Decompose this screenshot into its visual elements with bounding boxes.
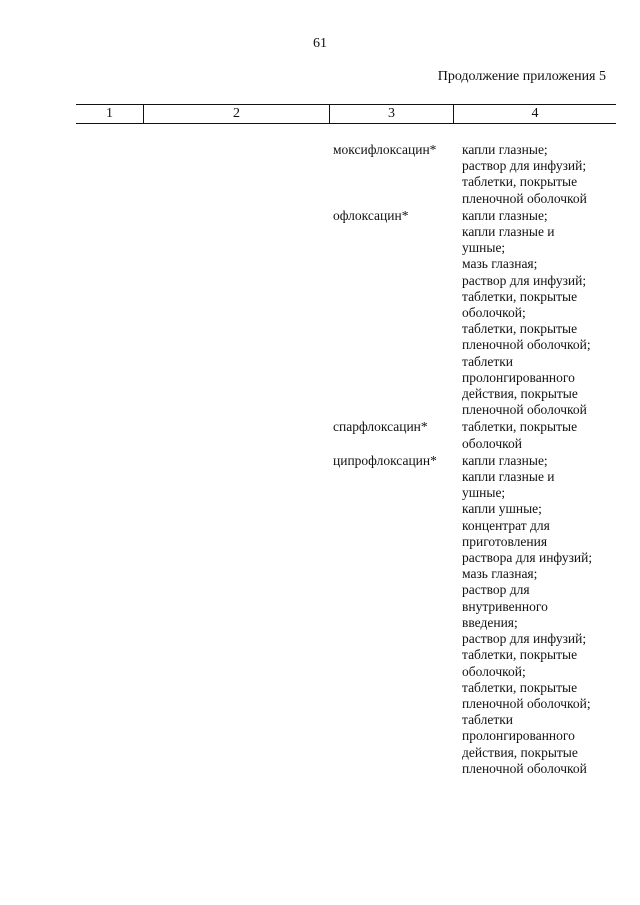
dosage-form-line: капли ушные; bbox=[462, 501, 542, 517]
column-header-4: 4 bbox=[453, 105, 616, 123]
column-header-3: 3 bbox=[329, 105, 453, 123]
dosage-form-line: ушные; bbox=[462, 485, 506, 501]
dosage-form-line: пленочной оболочкой bbox=[462, 402, 587, 418]
dosage-form-line: капли глазные и bbox=[462, 469, 555, 485]
dosage-form-line: пленочной оболочкой bbox=[462, 760, 587, 776]
dosage-form-line: таблетки, покрытые bbox=[462, 321, 578, 337]
dosage-form-line: ушные; bbox=[462, 240, 506, 256]
drug-name: ципрофлоксацин* bbox=[333, 452, 437, 468]
dosage-form-line: раствор для инфузий; bbox=[462, 631, 587, 647]
dosage-form-line: введения; bbox=[462, 614, 518, 630]
dosage-forms bbox=[462, 453, 622, 777]
dosage-form-line: таблетки, покрытые bbox=[462, 679, 578, 695]
table-row bbox=[333, 419, 623, 451]
dosage-forms bbox=[462, 208, 622, 419]
dosage-form-line: раствора для инфузий; bbox=[462, 550, 593, 566]
table-row bbox=[333, 208, 623, 419]
dosage-form-line: мазь глазная; bbox=[462, 566, 538, 582]
dosage-form-line: пленочной оболочкой; bbox=[462, 695, 591, 711]
dosage-form-line: таблетки bbox=[462, 353, 514, 369]
drug-name: моксифлоксацин* bbox=[333, 142, 437, 157]
dosage-form-line: таблетки, покрытые bbox=[462, 174, 578, 190]
dosage-forms bbox=[462, 142, 622, 207]
table-row bbox=[333, 453, 623, 777]
dosage-form-line: пленочной оболочкой bbox=[462, 190, 587, 206]
dosage-form-line: оболочкой; bbox=[462, 663, 526, 679]
dosage-form-line: мазь глазная; bbox=[462, 256, 538, 272]
dosage-forms bbox=[462, 419, 622, 451]
dosage-form-line: действия, покрытые bbox=[462, 386, 578, 402]
drug-name: офлоксацин* bbox=[333, 207, 409, 223]
dosage-form-line: действия, покрытые bbox=[462, 744, 578, 760]
dosage-form-line: таблетки, покрытые bbox=[462, 647, 578, 663]
dosage-form-line: пролонгированного bbox=[462, 369, 575, 385]
dosage-form-line: раствор для инфузий; bbox=[462, 158, 587, 174]
table-row bbox=[333, 142, 623, 207]
drug-table-body bbox=[333, 142, 623, 778]
dosage-form-line: капли глазные; bbox=[462, 452, 548, 468]
dosage-form-line: раствор для bbox=[462, 582, 530, 598]
dosage-form-line: таблетки bbox=[462, 712, 514, 728]
dosage-form-line: оболочкой; bbox=[462, 305, 526, 321]
dosage-form-line: капли глазные и bbox=[462, 224, 555, 240]
column-header-1: 1 bbox=[106, 106, 113, 121]
column-number-header bbox=[76, 104, 616, 124]
dosage-form-line: капли глазные; bbox=[462, 207, 548, 223]
dosage-form-line: таблетки, покрытые bbox=[462, 419, 578, 435]
appendix-continuation-label: Продолжение приложения 5 bbox=[437, 69, 606, 84]
dosage-form-line: внутривенного bbox=[462, 598, 548, 614]
dosage-form-line: пленочной оболочкой; bbox=[462, 337, 591, 353]
dosage-form-line: концентрат для bbox=[462, 517, 550, 533]
dosage-form-line: оболочкой bbox=[462, 435, 522, 451]
dosage-form-line: раствор для инфузий; bbox=[462, 272, 587, 288]
column-header-2: 2 bbox=[143, 105, 329, 123]
dosage-form-line: пролонгированного bbox=[462, 728, 575, 744]
drug-name: спарфлоксацин* bbox=[333, 419, 428, 435]
page-number: 61 bbox=[313, 36, 327, 51]
dosage-form-line: капли глазные; bbox=[462, 142, 548, 157]
dosage-form-line: таблетки, покрытые bbox=[462, 288, 578, 304]
dosage-form-line: приготовления bbox=[462, 533, 548, 549]
